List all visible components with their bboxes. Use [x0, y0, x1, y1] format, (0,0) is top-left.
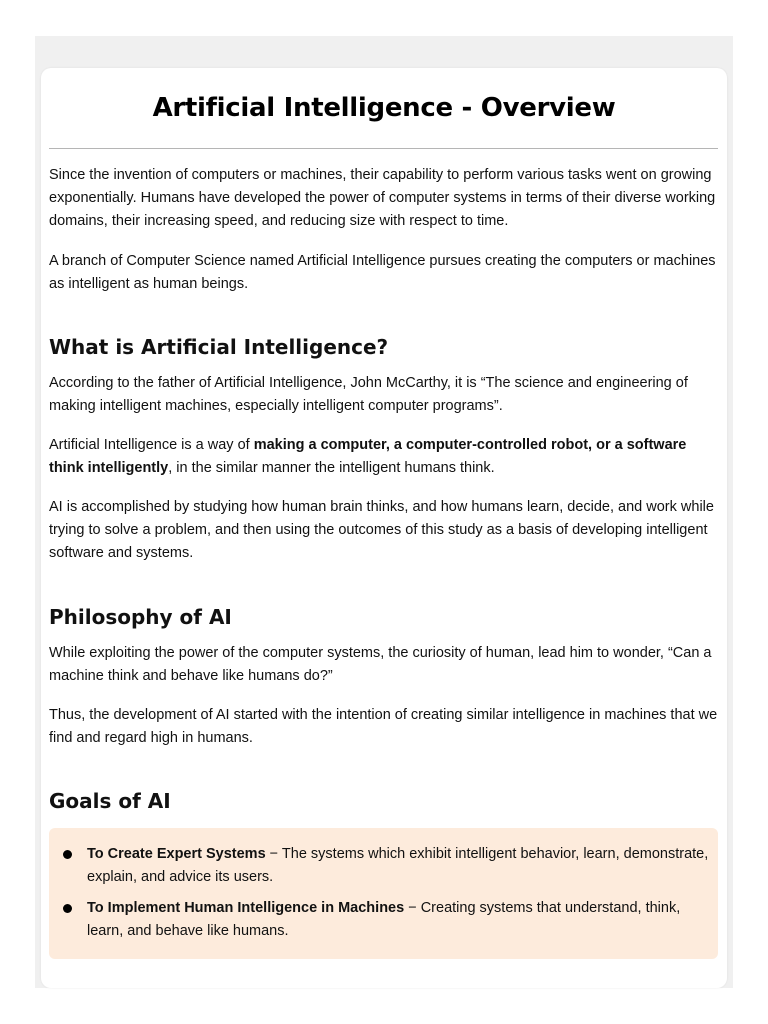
goal-item-human-intelligence	[87, 897, 712, 943]
intro-paragraph-1: Since the invention of computers or machines, their capability to perform various tasks went on growing exponentially. Humans have developed the power of computer systems in terms of their diverse working domains, their increasing speed, and reducing size with respect to time.	[49, 167, 716, 229]
what-is-ai-p2-emphasis: making a computer, a computer-controlled robot, or a software think intelligently	[49, 437, 687, 476]
philosophy-paragraph-1: While exploiting the power of the computer systems, the curiosity of human, lead him to wonder, “Can a machine think and behave like humans do?”	[49, 645, 712, 684]
what-is-ai-paragraph-2	[49, 434, 724, 480]
bullet-icon	[63, 904, 72, 913]
what-is-ai-paragraph-1: According to the father of Artificial Intelligence, John McCarthy, it is “The science and engineering of making intelligent machines, especially intelligent computer programs”.	[49, 375, 688, 414]
what-is-ai-paragraph-3: AI is accomplished by studying how human brain thinks, and how humans learn, decide, and work while trying to solve a problem, and then using the outcomes of this study as a basis of developing intelligent software and systems.	[49, 499, 714, 561]
goal-item-text: − Creating systems that understand, think, learn, and behave like humans.	[87, 900, 681, 939]
goal-item-title: To Implement Human Intelligence in Machines	[87, 900, 405, 916]
goal-item-expert-systems	[87, 843, 712, 889]
what-is-ai-p2-suffix: , in the similar manner the intelligent humans think.	[168, 460, 495, 476]
goal-item-text: − The systems which exhibit intelligent behavior, learn, demonstrate, explain, and advice its users.	[87, 846, 709, 885]
section-heading-what-is-ai: What is Artificial Intelligence?	[49, 335, 389, 359]
section-heading-goals: Goals of AI	[49, 789, 171, 813]
section-heading-philosophy: Philosophy of AI	[49, 605, 232, 629]
title-divider	[49, 148, 718, 149]
goal-item-title: To Create Expert Systems	[87, 846, 266, 862]
bullet-icon	[63, 850, 72, 859]
philosophy-paragraph-2: Thus, the development of AI started with the intention of creating similar intelligence in machines that we find and regard high in humans.	[49, 707, 718, 746]
what-is-ai-p2-prefix: Artificial Intelligence is a way of	[49, 437, 254, 453]
intro-paragraph-2: A branch of Computer Science named Artificial Intelligence pursues creating the computers or machines as intelligent as human beings.	[49, 253, 716, 292]
page-title: Artificial Intelligence - Overview	[152, 93, 616, 123]
